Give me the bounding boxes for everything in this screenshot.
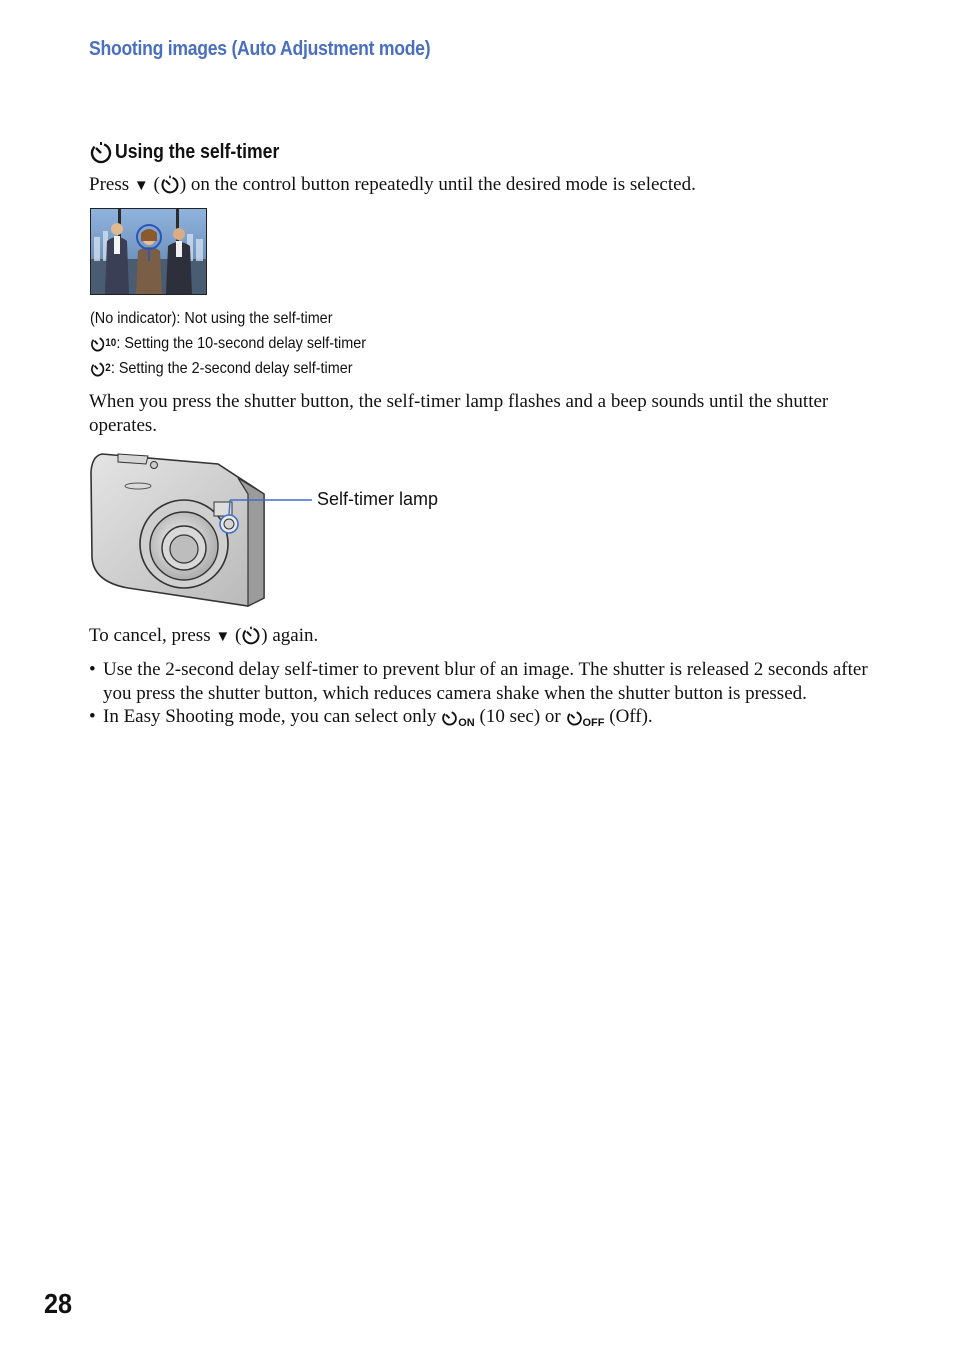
legend-10-sub: 10 — [105, 337, 117, 349]
note2-c: (Off). — [609, 706, 653, 727]
note-2-second-tip: Use the 2-second delay self-timer to prevent blur of an image. The shutter is released 2 seconds after you press the shutter button, which reduces camera shake when the shutter button is pressed. — [103, 659, 868, 704]
down-arrow: ▼ — [215, 629, 231, 645]
note-item — [89, 705, 879, 736]
cancel-before: To cancel, press — [89, 625, 211, 646]
intro-open-paren: ( — [153, 174, 160, 195]
camera-illustration — [88, 448, 318, 615]
shutter-paragraph: When you press the shutter button, the self-timer lamp flashes and a beep sounds until the shutter operates. — [89, 391, 829, 436]
bullet-mark: • — [89, 659, 96, 680]
lcd-screen-photo — [90, 208, 207, 295]
bullet-mark: • — [89, 706, 96, 727]
note-easy-shooting — [103, 705, 653, 736]
legend-none: (No indicator): Not using the self-timer — [90, 310, 333, 327]
timer-mode-legend — [90, 306, 397, 381]
page-number: 28 — [44, 1288, 73, 1319]
cancel-open-paren: ( — [234, 625, 242, 646]
running-head: Shooting images (Auto Adjustment mode) — [89, 38, 431, 60]
self-timer-icon — [89, 140, 113, 164]
legend-2-text: : Setting the 2-second delay self-timer — [110, 360, 353, 377]
down-arrow: ▼ — [133, 178, 149, 194]
self-timer-off-icon — [566, 709, 583, 726]
legend-10-second — [90, 331, 366, 356]
legend-2-sub: 2 — [105, 362, 111, 374]
section-heading — [89, 140, 302, 164]
self-timer-10-icon — [90, 335, 105, 352]
office-people-image — [91, 209, 206, 294]
legend-10-text: : Setting the 10-second delay self-timer — [116, 335, 367, 352]
note-item — [89, 658, 879, 705]
cancel-after: ) again. — [261, 625, 319, 646]
self-timer-on-icon — [441, 709, 458, 726]
intro-rest: ) on the control button repeatedly until the desired mode is selected. — [179, 174, 696, 195]
cancel-paragraph — [89, 624, 318, 649]
on-sub: ON — [458, 717, 475, 729]
off-sub: OFF — [582, 717, 605, 729]
intro-paragraph — [89, 173, 696, 198]
self-timer-icon — [160, 174, 180, 194]
self-timer-icon — [241, 625, 261, 645]
note2-a: In Easy Shooting mode, you can select only — [103, 706, 437, 727]
notes-list — [89, 658, 879, 736]
self-timer-lamp-label: Self-timer lamp — [317, 489, 439, 509]
section-title: Using the self-timer — [115, 140, 280, 163]
self-timer-2-icon — [90, 360, 105, 377]
note2-b: (10 sec) or — [479, 706, 561, 727]
legend-2-second — [90, 356, 366, 381]
intro-press: Press — [89, 174, 130, 195]
